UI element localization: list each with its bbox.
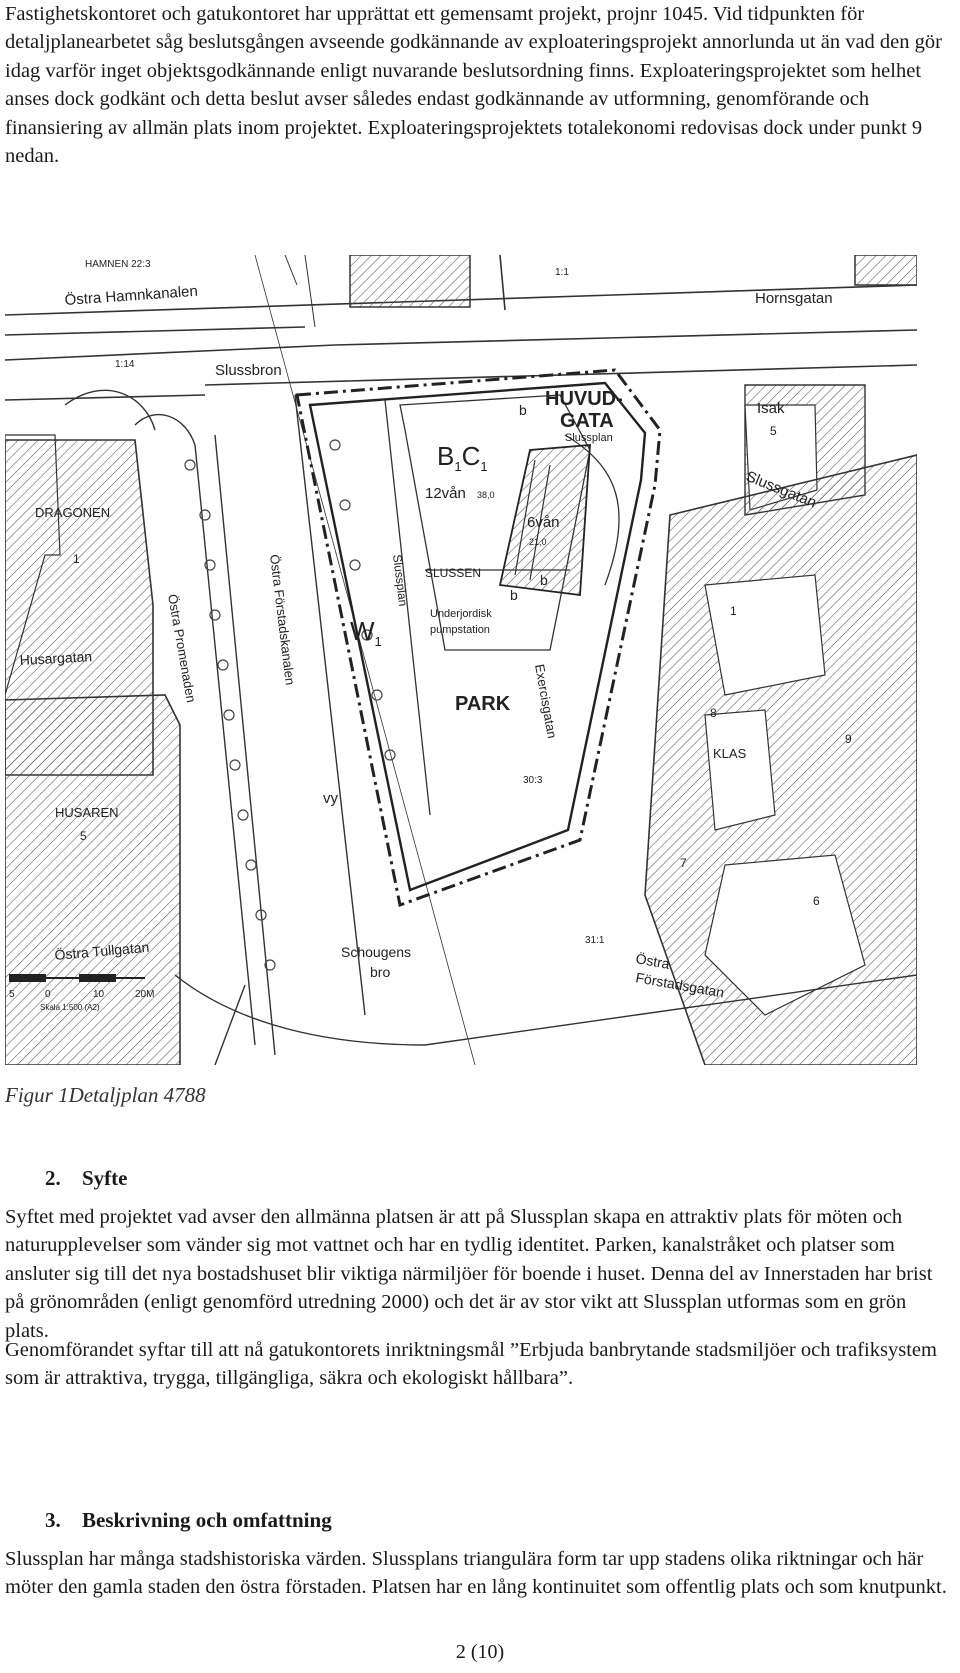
label-ostra-forstadskanalen: Östra Förstadskanalen bbox=[267, 553, 298, 686]
label-dragonen: DRAGONEN bbox=[35, 505, 111, 520]
label-klas: KLAS bbox=[713, 746, 747, 761]
label-scale-10: 10 bbox=[93, 989, 105, 1000]
detail-plan-map bbox=[5, 255, 917, 1065]
label-vy: vy bbox=[323, 790, 338, 807]
label-6van: 6vån bbox=[527, 514, 560, 531]
label-hamnen: HAMNEN 22:3 bbox=[85, 259, 151, 270]
label-schougens: Schougens bbox=[341, 944, 412, 960]
label-num-7: 7 bbox=[680, 856, 687, 870]
label-12van: 12vån bbox=[425, 485, 466, 502]
label-height-21: 21,0 bbox=[529, 537, 547, 547]
label-scale-20: 20M bbox=[135, 989, 155, 1000]
section-2-paragraph-1: Syftet med projektet vad avser den allmänna platsen är att på Slussplan skapa en attraktiv plats för möten och naturupplevelser som vänder sig mot vattnet och har en tydlig identitet. Parken, kanalstråket och platser som ansluter sig till det nya bostadshuset blir viktiga närmiljöer för boende i huset. Denna del av Innerstaden har brist på grönområden (enligt genomförd utredning 2000) och det är av stor vikt att Slussplan utformas som en grön plats. bbox=[5, 1206, 933, 1342]
label-underjordisk: Underjordisk bbox=[430, 608, 492, 620]
label-pumpstation: pumpstation bbox=[430, 624, 490, 636]
label-num-1: 1 bbox=[730, 604, 737, 618]
label-code-303: 30:3 bbox=[523, 775, 543, 786]
section-2-heading: 2. Syfte bbox=[45, 1166, 128, 1190]
label-forstadsgatan: Förstadsgatan bbox=[634, 969, 726, 1001]
label-slussgatan: Slussgatan bbox=[743, 467, 819, 512]
label-code-11: 1:1 bbox=[555, 267, 569, 278]
label-husaren: HUSAREN bbox=[55, 805, 119, 820]
label-w1: $W_1$ bbox=[350, 616, 382, 649]
label-slussplan-small: Slussplan bbox=[565, 432, 613, 444]
label-ostra-1: Östra bbox=[634, 950, 671, 972]
label-isak: Isak bbox=[757, 400, 785, 417]
label-slussbron: Slussbron bbox=[215, 362, 282, 379]
label-num-8: 8 bbox=[710, 706, 717, 720]
label-ostra-promenaden: Östra Promenaden bbox=[165, 592, 199, 704]
label-exercisgatan: Exercisgatan bbox=[532, 662, 560, 740]
label-code-114: 1:14 bbox=[115, 359, 135, 370]
label-isak-num: 5 bbox=[770, 424, 777, 438]
label-scale-0: 0 bbox=[45, 989, 51, 1000]
label-bc: $B_1C_1$ bbox=[437, 441, 488, 474]
label-ostra-tullgatan: Östra Tullgatan bbox=[53, 938, 150, 963]
label-b-1: b bbox=[519, 402, 527, 418]
label-slussplan-vertical: Slussplan bbox=[390, 553, 411, 608]
label-scale-text: Skala 1:500 (A2) bbox=[40, 1003, 100, 1012]
label-husaren-num: 5 bbox=[80, 829, 87, 843]
section-2-paragraph-2: Genomförandet syftar till att nå gatukontorets inriktningsmål ”Erbjuda banbrytande stadsmiljöer och trafiksystem som är attraktiva, trygga, tillgängliga, säkra och ekologiskt hållbara”. bbox=[5, 1339, 937, 1390]
label-height-38: 38,0 bbox=[477, 490, 495, 500]
label-b-3: b bbox=[510, 587, 518, 603]
page-number: 2 (10) bbox=[455, 1641, 505, 1663]
label-huvudgata-1: HUVUD- bbox=[545, 388, 623, 410]
label-park: PARK bbox=[455, 693, 511, 715]
label-hornsgatan: Hornsgatan bbox=[755, 290, 833, 307]
section-3-heading: 3. Beskrivning och omfattning bbox=[45, 1508, 332, 1532]
label-husargatan: Husargatan bbox=[19, 648, 93, 668]
label-b-2: b bbox=[540, 572, 548, 588]
section-3-paragraph-1: Slussplan har många stadshistoriska värden. Slussplans triangulära form tar upp stadens olika riktningar och här möter den gamla staden den östra förstaden. Platsen har en lång kontinuitet som offentlig plats och som knutpunkt. bbox=[5, 1548, 947, 1599]
label-huvudgata-2: GATA bbox=[560, 410, 614, 432]
label-scale-5: 5 bbox=[9, 989, 15, 1000]
label-slussen: SLUSSEN bbox=[425, 566, 482, 580]
label-code-311: 31:1 bbox=[585, 935, 605, 946]
label-num-6: 6 bbox=[813, 894, 820, 908]
figure-caption: Figur 1Detaljplan 4788 bbox=[5, 1083, 206, 1107]
label-bro: bro bbox=[370, 964, 391, 980]
intro-paragraph: Fastighetskontoret och gatukontoret har upprättat ett gemensamt projekt, projnr 1045. Vid tidpunkten för detaljplanearbetet såg beslutsgången avseende godkännande av exploateringsprojekt annorlunda ut än vad den gör idag varför inget objektsgodkännande enligt nuvarande beslutsordning finns. Exploateringsprojektet som helhet anses dock godkänt och detta beslut avser således endast godkännande av utformning, genomförande och finansiering av allmän plats inom projektet. Exploateringsprojektets totalekonomi redovisas dock under punkt 9 nedan. bbox=[5, 3, 942, 168]
label-dragonen-num: 1 bbox=[73, 552, 80, 566]
plan-drawing bbox=[5, 255, 917, 1065]
label-ostra-hamnkanalen: Östra Hamnkanalen bbox=[64, 282, 199, 309]
label-num-9: 9 bbox=[845, 732, 852, 746]
